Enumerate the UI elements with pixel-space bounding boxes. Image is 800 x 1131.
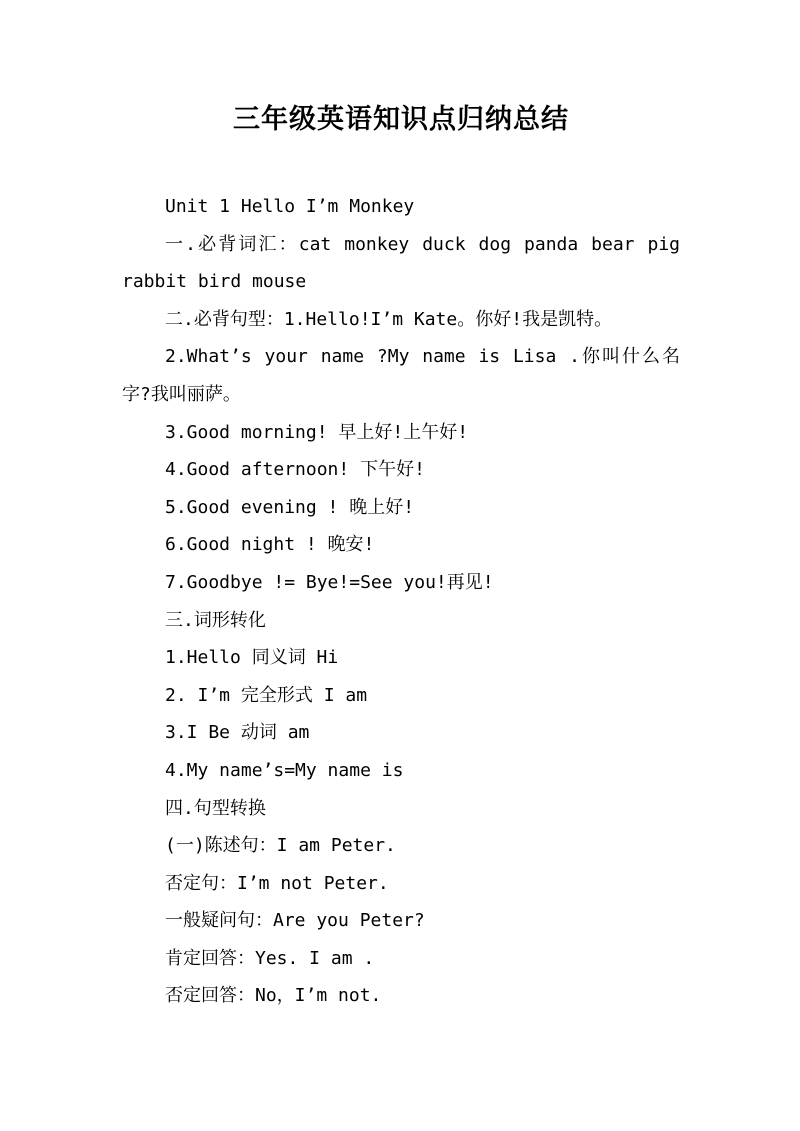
word-form-3: 3.I Be 动词 am	[165, 722, 310, 744]
word-form-4: 4.My name’s=My name is	[165, 759, 404, 781]
sentence-pattern-4: 4.Good afternoon! 下午好!	[165, 459, 425, 481]
vocabulary-paragraph: 一.必背词汇：cat monkey duck dog panda bear pig rabbit bird mouse	[122, 233, 691, 293]
sentence-pattern-5: 5.Good evening ! 晚上好!	[165, 496, 415, 518]
sentence-pattern-3: 3.Good morning! 早上好!上午好!	[165, 421, 469, 443]
sentence-pattern-1: 二.必背句型：1.Hello!I’m Kate。你好!我是凯特。	[165, 308, 613, 330]
sentence-pattern-7: 7.Goodbye != Bye!=See you!再见!	[165, 571, 494, 593]
transform-statement: (一)陈述句：I am Peter.	[165, 835, 396, 857]
unit-heading: Unit 1 Hello I’m Monkey	[165, 196, 415, 217]
sentence-pattern-2: 2.What’s your name ?My name is Lisa .你叫什么名字?我叫丽萨。	[122, 346, 680, 405]
section-heading-word-forms: 三.词形转化	[165, 609, 266, 631]
transform-negative: 否定句：I’m not Peter.	[165, 872, 389, 894]
section-heading-sentence-transform: 四.句型转换	[165, 797, 266, 819]
transform-positive-answer: 肯定回答：Yes. I am .	[165, 947, 375, 969]
word-form-1: 1.Hello 同义词 Hi	[165, 647, 339, 669]
document-body	[122, 188, 691, 1015]
document-title: 三年级英语知识点归纳总结	[233, 104, 569, 135]
word-form-2: 2. I’m 完全形式 I am	[165, 684, 368, 706]
sentence-pattern-6: 6.Good night ! 晚安!	[165, 534, 375, 556]
transform-negative-answer: 否定回答：No，I’m not.	[165, 985, 382, 1007]
transform-question: 一般疑问句：Are you Peter?	[165, 910, 425, 932]
